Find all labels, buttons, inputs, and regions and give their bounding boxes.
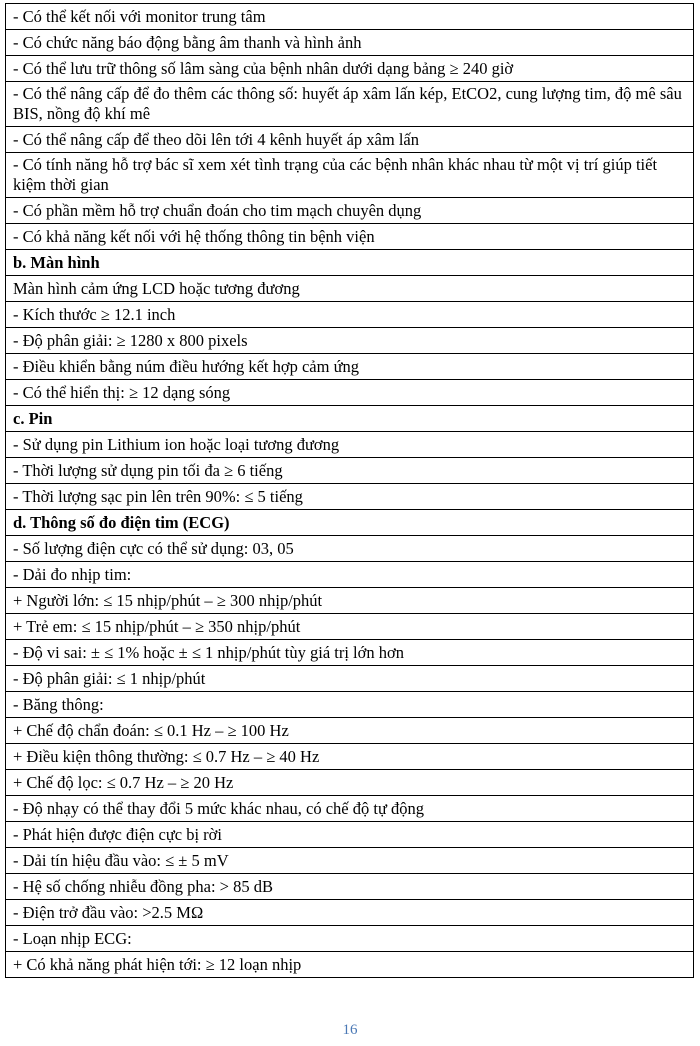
table-cell: - Có chức năng báo động bằng âm thanh và hình ảnh [6,30,694,56]
table-cell: + Có khả năng phát hiện tới: ≥ 12 loạn nhịp [6,952,694,978]
table-cell: - Độ vi sai: ± ≤ 1% hoặc ± ≤ 1 nhịp/phút tùy giá trị lớn hơn [6,640,694,666]
table-cell: - Có thể nâng cấp để theo dõi lên tới 4 kênh huyết áp xâm lấn [6,127,694,153]
table-cell: - Loạn nhịp ECG: [6,926,694,952]
table-row [6,614,694,640]
table-cell: + Trẻ em: ≤ 15 nhịp/phút – ≥ 350 nhịp/phút [6,614,694,640]
section-heading: c. Pin [6,406,694,432]
table-cell: - Có phần mềm hỗ trợ chuẩn đoán cho tim mạch chuyên dụng [6,198,694,224]
table-cell: - Dải đo nhịp tim: [6,562,694,588]
table-row [6,30,694,56]
table-cell: - Độ phân giải: ≥ 1280 x 800 pixels [6,328,694,354]
table-row [6,926,694,952]
table-cell: - Có thể kết nối với monitor trung tâm [6,4,694,30]
section-heading-row [6,250,694,276]
table-row [6,354,694,380]
table-cell: - Kích thước ≥ 12.1 inch [6,302,694,328]
table-cell: + Chế độ lọc: ≤ 0.7 Hz – ≥ 20 Hz [6,770,694,796]
spec-table [5,3,694,978]
table-row [6,4,694,30]
table-cell: - Có thể hiển thị: ≥ 12 dạng sóng [6,380,694,406]
table-row [6,82,694,127]
table-cell: - Có thể nâng cấp để đo thêm các thông số: huyết áp xâm lấn kép, EtCO2, cung lượng tim, độ mê sâu BIS, nồng độ khí mê [6,82,694,127]
table-row [6,718,694,744]
table-cell: - Điều khiển bằng núm điều hướng kết hợp cảm ứng [6,354,694,380]
table-row [6,796,694,822]
table-cell: - Số lượng điện cực có thể sử dụng: 03, 05 [6,536,694,562]
table-cell: + Người lớn: ≤ 15 nhịp/phút – ≥ 300 nhịp/phút [6,588,694,614]
table-cell: - Độ phân giải: ≤ 1 nhịp/phút [6,666,694,692]
table-row [6,536,694,562]
table-cell: - Có khả năng kết nối với hệ thống thông tin bệnh viện [6,224,694,250]
section-heading: b. Màn hình [6,250,694,276]
table-row [6,822,694,848]
table-cell: - Băng thông: [6,692,694,718]
table-cell: Màn hình cảm ứng LCD hoặc tương đương [6,276,694,302]
table-row [6,484,694,510]
table-row [6,952,694,978]
table-cell: - Có tính năng hỗ trợ bác sĩ xem xét tình trạng của các bệnh nhân khác nhau từ một vị trí giúp tiết kiệm thời gian [6,153,694,198]
table-row [6,198,694,224]
table-cell: - Sử dụng pin Lithium ion hoặc loại tương đương [6,432,694,458]
table-row [6,328,694,354]
page-number: 16 [342,1022,358,1038]
table-row [6,56,694,82]
table-row [6,900,694,926]
table-row [6,770,694,796]
table-cell: - Dải tín hiệu đầu vào: ≤ ± 5 mV [6,848,694,874]
table-cell: - Hệ số chống nhiễu đồng pha: > 85 dB [6,874,694,900]
table-row [6,458,694,484]
table-row [6,692,694,718]
table-cell: - Thời lượng sử dụng pin tối đa ≥ 6 tiếng [6,458,694,484]
table-row [6,432,694,458]
table-cell: - Điện trở đầu vào: >2.5 MΩ [6,900,694,926]
table-row [6,874,694,900]
table-cell: + Chế độ chẩn đoán: ≤ 0.1 Hz – ≥ 100 Hz [6,718,694,744]
table-row [6,640,694,666]
table-row [6,276,694,302]
table-row [6,302,694,328]
table-row [6,224,694,250]
table-cell: - Có thể lưu trữ thông số lâm sàng của bệnh nhân dưới dạng bảng ≥ 240 giờ [6,56,694,82]
table-row [6,380,694,406]
table-cell: + Điều kiện thông thường: ≤ 0.7 Hz – ≥ 40 Hz [6,744,694,770]
section-heading-row [6,510,694,536]
table-row [6,153,694,198]
table-cell: - Thời lượng sạc pin lên trên 90%: ≤ 5 tiếng [6,484,694,510]
section-heading-row [6,406,694,432]
table-row [6,744,694,770]
section-heading: d. Thông số đo điện tim (ECG) [6,510,694,536]
table-cell: - Độ nhạy có thể thay đổi 5 mức khác nhau, có chế độ tự động [6,796,694,822]
table-row [6,666,694,692]
table-row [6,848,694,874]
table-row [6,127,694,153]
table-row [6,562,694,588]
table-cell: - Phát hiện được điện cực bị rời [6,822,694,848]
table-row [6,588,694,614]
